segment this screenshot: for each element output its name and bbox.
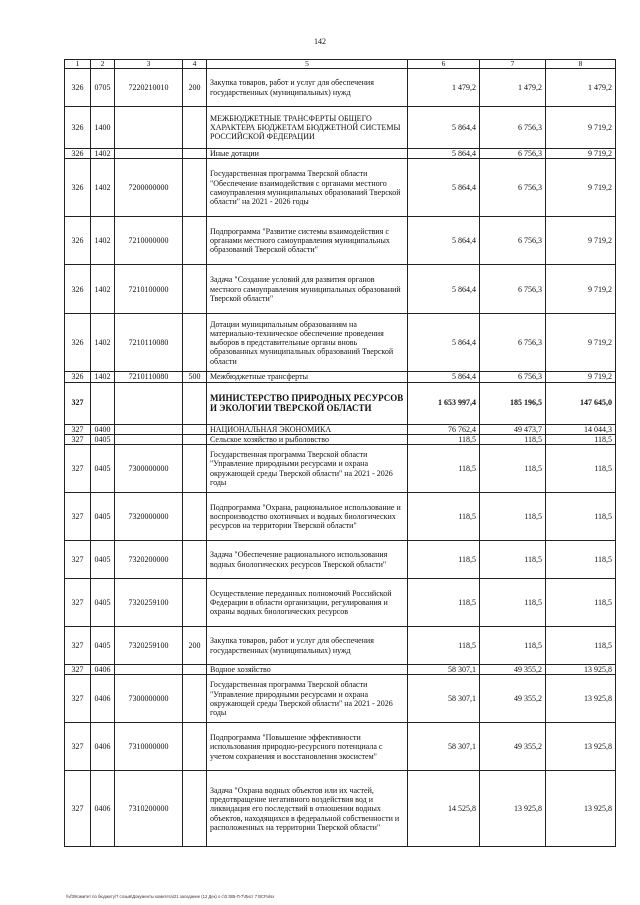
- cell-amount-col6: 5 864,4: [408, 314, 480, 372]
- cell-amount-col6: 118,5: [408, 434, 480, 444]
- cell-expense-type: [183, 493, 207, 541]
- cell-amount-col7: 118,5: [480, 579, 546, 627]
- cell-section-code: 0406: [91, 675, 115, 723]
- cell-section-code: 0405: [91, 445, 115, 493]
- cell-description: Задача "Обеспечение рационального использования водных биологических ресурсов Тверской области": [207, 541, 408, 579]
- cell-description: Межбюджетные трансферты: [207, 372, 408, 382]
- cell-amount-col8: 13 925,8: [546, 675, 616, 723]
- cell-amount-col7: 118,5: [480, 493, 546, 541]
- cell-amount-col6: 118,5: [408, 493, 480, 541]
- cell-ministry-code: 327: [65, 665, 91, 675]
- cell-amount-col7: 185 196,5: [480, 382, 546, 424]
- cell-target-article: 7210000000: [115, 217, 183, 265]
- cell-amount-col8: 1 479,2: [546, 69, 616, 107]
- cell-ministry-code: 326: [65, 217, 91, 265]
- column-header: 4: [183, 60, 207, 69]
- cell-ministry-code: 326: [65, 149, 91, 159]
- cell-section-code: 1402: [91, 159, 115, 217]
- cell-description: Осуществление переданных полномочий Российской Федерации в области организации, регулирования и охраны водных биологических ресурсов: [207, 579, 408, 627]
- cell-expense-type: [183, 382, 207, 424]
- cell-amount-col8: 9 719,2: [546, 265, 616, 314]
- cell-amount-col6: 58 307,1: [408, 723, 480, 771]
- cell-ministry-code: 327: [65, 445, 91, 493]
- cell-amount-col6: 5 864,4: [408, 217, 480, 265]
- cell-amount-col6: 58 307,1: [408, 675, 480, 723]
- cell-amount-col8: 13 925,8: [546, 665, 616, 675]
- cell-amount-col8: 13 925,8: [546, 771, 616, 847]
- cell-expense-type: [183, 159, 207, 217]
- cell-amount-col7: 6 756,3: [480, 107, 546, 149]
- cell-description: Государственная программа Тверской области "Управление природными ресурсами и охрана окружающей среды Тверской области" на 2021 - 2026 годы: [207, 445, 408, 493]
- table-row: [65, 445, 616, 493]
- cell-amount-col8: 9 719,2: [546, 149, 616, 159]
- cell-amount-col8: 9 719,2: [546, 159, 616, 217]
- cell-section-code: 0405: [91, 541, 115, 579]
- cell-ministry-code: 326: [65, 107, 91, 149]
- cell-ministry-code: 327: [65, 382, 91, 424]
- cell-amount-col7: 6 756,3: [480, 372, 546, 382]
- budget-table: [64, 59, 616, 847]
- cell-description: Подпрограмма "Повышение эффективности использования природно-ресурсного потенциала с учетом сохранения и восстановления экосистем": [207, 723, 408, 771]
- cell-section-code: 0406: [91, 771, 115, 847]
- column-header: 8: [546, 60, 616, 69]
- table-row: [65, 159, 616, 217]
- cell-description: Государственная программа Тверской области "Обеспечение взаимодействия с органами местного самоуправления муниципальных образований Тверской области" на 2021 - 2026 годы: [207, 159, 408, 217]
- cell-expense-type: [183, 445, 207, 493]
- page-number: 142: [314, 37, 326, 46]
- table-row: [65, 434, 616, 444]
- cell-amount-col8: 9 719,2: [546, 217, 616, 265]
- cell-section-code: 0400: [91, 424, 115, 434]
- cell-amount-col6: 1 479,2: [408, 69, 480, 107]
- cell-expense-type: [183, 675, 207, 723]
- cell-ministry-code: 327: [65, 434, 91, 444]
- table-row: [65, 314, 616, 372]
- cell-target-article: 7210100000: [115, 265, 183, 314]
- column-header: 3: [115, 60, 183, 69]
- table-row: [65, 372, 616, 382]
- cell-amount-col7: 118,5: [480, 434, 546, 444]
- cell-expense-type: [183, 723, 207, 771]
- cell-amount-col7: 6 756,3: [480, 314, 546, 372]
- cell-expense-type: [183, 665, 207, 675]
- cell-amount-col6: 5 864,4: [408, 372, 480, 382]
- cell-expense-type: [183, 149, 207, 159]
- cell-amount-col7: 49 473,7: [480, 424, 546, 434]
- cell-target-article: [115, 107, 183, 149]
- cell-ministry-code: 327: [65, 541, 91, 579]
- cell-amount-col8: 118,5: [546, 493, 616, 541]
- cell-description: Водное хозяйство: [207, 665, 408, 675]
- cell-amount-col8: 118,5: [546, 627, 616, 665]
- cell-expense-type: [183, 314, 207, 372]
- table-row: [65, 579, 616, 627]
- cell-expense-type: 200: [183, 69, 207, 107]
- cell-section-code: 0405: [91, 493, 115, 541]
- cell-target-article: 7320259100: [115, 627, 183, 665]
- cell-ministry-code: 327: [65, 579, 91, 627]
- cell-description: Закупка товаров, работ и услуг для обеспечения государственных (муниципальных) нужд: [207, 627, 408, 665]
- table-row: [65, 149, 616, 159]
- cell-section-code: 1402: [91, 217, 115, 265]
- cell-ministry-code: 327: [65, 493, 91, 541]
- cell-amount-col6: 5 864,4: [408, 149, 480, 159]
- cell-target-article: 7210110080: [115, 314, 183, 372]
- file-path-footer: \\vf3\Комитет по бюджету\7 созыв\Документы комитета\21 заседание (12 Дек) о с\3 385-П-7\Лист 7 ВСР.xlsx: [66, 894, 275, 899]
- cell-target-article: 7300000000: [115, 675, 183, 723]
- table-row: [65, 541, 616, 579]
- cell-expense-type: 500: [183, 372, 207, 382]
- table-row: [65, 265, 616, 314]
- cell-description: Иные дотации: [207, 149, 408, 159]
- cell-ministry-code: 327: [65, 675, 91, 723]
- cell-ministry-code: 327: [65, 771, 91, 847]
- cell-amount-col7: 49 355,2: [480, 665, 546, 675]
- cell-amount-col8: 9 719,2: [546, 372, 616, 382]
- cell-expense-type: [183, 579, 207, 627]
- cell-section-code: 0405: [91, 627, 115, 665]
- table-row: [65, 675, 616, 723]
- cell-target-article: [115, 149, 183, 159]
- cell-ministry-code: 327: [65, 723, 91, 771]
- cell-expense-type: [183, 265, 207, 314]
- column-header: 5: [207, 60, 408, 69]
- cell-target-article: [115, 424, 183, 434]
- cell-target-article: 7320259100: [115, 579, 183, 627]
- cell-expense-type: 200: [183, 627, 207, 665]
- cell-target-article: 7220210010: [115, 69, 183, 107]
- cell-amount-col6: 118,5: [408, 445, 480, 493]
- table-row: [65, 771, 616, 847]
- cell-amount-col7: 6 756,3: [480, 149, 546, 159]
- cell-target-article: 7310000000: [115, 723, 183, 771]
- cell-amount-col6: 118,5: [408, 627, 480, 665]
- cell-expense-type: [183, 771, 207, 847]
- table-header-row: [65, 60, 616, 69]
- cell-section-code: 1402: [91, 149, 115, 159]
- cell-description: Задача "Создание условий для развития органов местного самоуправления муниципальных образований Тверской области": [207, 265, 408, 314]
- cell-ministry-code: 327: [65, 424, 91, 434]
- cell-amount-col6: 5 864,4: [408, 159, 480, 217]
- cell-expense-type: [183, 434, 207, 444]
- table-row: [65, 627, 616, 665]
- cell-expense-type: [183, 107, 207, 149]
- cell-section-code: 1400: [91, 107, 115, 149]
- cell-amount-col7: 118,5: [480, 541, 546, 579]
- cell-description: НАЦИОНАЛЬНАЯ ЭКОНОМИКА: [207, 424, 408, 434]
- cell-expense-type: [183, 541, 207, 579]
- cell-amount-col7: 1 479,2: [480, 69, 546, 107]
- cell-amount-col6: 58 307,1: [408, 665, 480, 675]
- table-row: [65, 217, 616, 265]
- cell-section-code: [91, 382, 115, 424]
- cell-ministry-code: 327: [65, 627, 91, 665]
- cell-description: Сельское хозяйство и рыболовство: [207, 434, 408, 444]
- cell-description: МИНИСТЕРСТВО ПРИРОДНЫХ РЕСУРСОВ И ЭКОЛОГИИ ТВЕРСКОЙ ОБЛАСТИ: [207, 382, 408, 424]
- cell-target-article: [115, 434, 183, 444]
- cell-target-article: [115, 382, 183, 424]
- cell-amount-col8: 118,5: [546, 445, 616, 493]
- cell-section-code: 0705: [91, 69, 115, 107]
- cell-amount-col7: 6 756,3: [480, 265, 546, 314]
- cell-section-code: 1402: [91, 372, 115, 382]
- cell-amount-col6: 5 864,4: [408, 107, 480, 149]
- cell-description: Подпрограмма "Развитие системы взаимодействия с органами местного самоуправления муниципальных образований Тверской области": [207, 217, 408, 265]
- cell-section-code: 0405: [91, 434, 115, 444]
- cell-amount-col8: 9 719,2: [546, 314, 616, 372]
- cell-description: Подпрограмма "Охрана, рациональное использование и воспроизводство охотничьих и водных биологических ресурсов на территории Тверской области": [207, 493, 408, 541]
- cell-amount-col7: 118,5: [480, 445, 546, 493]
- cell-amount-col8: 118,5: [546, 579, 616, 627]
- cell-ministry-code: 326: [65, 314, 91, 372]
- cell-section-code: 0406: [91, 665, 115, 675]
- cell-amount-col7: 49 355,2: [480, 675, 546, 723]
- cell-amount-col7: 6 756,3: [480, 217, 546, 265]
- cell-target-article: 7320200000: [115, 541, 183, 579]
- cell-amount-col6: 76 762,4: [408, 424, 480, 434]
- cell-description: МЕЖБЮДЖЕТНЫЕ ТРАНСФЕРТЫ ОБЩЕГО ХАРАКТЕРА БЮДЖЕТАМ БЮДЖЕТНОЙ СИСТЕМЫ РОССИЙСКОЙ ФЕДЕРАЦИИ: [207, 107, 408, 149]
- column-header: 1: [65, 60, 91, 69]
- cell-section-code: 0405: [91, 579, 115, 627]
- table-row: [65, 382, 616, 424]
- cell-amount-col8: 118,5: [546, 434, 616, 444]
- cell-amount-col6: 5 864,4: [408, 265, 480, 314]
- cell-amount-col8: 118,5: [546, 541, 616, 579]
- cell-ministry-code: 326: [65, 69, 91, 107]
- cell-section-code: 0406: [91, 723, 115, 771]
- column-header: 7: [480, 60, 546, 69]
- cell-amount-col8: 147 645,0: [546, 382, 616, 424]
- column-header: 6: [408, 60, 480, 69]
- cell-amount-col7: 118,5: [480, 627, 546, 665]
- cell-target-article: 7300000000: [115, 445, 183, 493]
- cell-amount-col7: 6 756,3: [480, 159, 546, 217]
- cell-target-article: [115, 665, 183, 675]
- cell-amount-col6: 118,5: [408, 579, 480, 627]
- cell-section-code: 1402: [91, 265, 115, 314]
- cell-target-article: 7200000000: [115, 159, 183, 217]
- table-row: [65, 424, 616, 434]
- cell-amount-col8: 9 719,2: [546, 107, 616, 149]
- cell-description: Государственная программа Тверской области "Управление природными ресурсами и охрана окружающей среды Тверской области" на 2021 - 2026 годы: [207, 675, 408, 723]
- table-row: [65, 69, 616, 107]
- column-header: 2: [91, 60, 115, 69]
- cell-amount-col8: 13 925,8: [546, 723, 616, 771]
- table-row: [65, 723, 616, 771]
- cell-target-article: 7210110080: [115, 372, 183, 382]
- table-row: [65, 493, 616, 541]
- cell-description: Закупка товаров, работ и услуг для обеспечения государственных (муниципальных) нужд: [207, 69, 408, 107]
- cell-ministry-code: 326: [65, 372, 91, 382]
- cell-ministry-code: 326: [65, 159, 91, 217]
- cell-target-article: 7310200000: [115, 771, 183, 847]
- cell-description: Дотации муниципальным образованиям на материально-техническое обеспечение проведения выборов в представительные органы вновь образованных муниципальных образований Тверской области: [207, 314, 408, 372]
- cell-target-article: 7320000000: [115, 493, 183, 541]
- cell-amount-col6: 14 525,8: [408, 771, 480, 847]
- cell-amount-col6: 1 653 997,4: [408, 382, 480, 424]
- cell-expense-type: [183, 217, 207, 265]
- cell-ministry-code: 326: [65, 265, 91, 314]
- cell-amount-col7: 13 925,8: [480, 771, 546, 847]
- cell-amount-col7: 49 355,2: [480, 723, 546, 771]
- cell-description: Задача "Охрана водных объектов или их частей, предотвращение негативного воздействия вод и ликвидация его последствий в отношении водных объектов, находящихся в федеральной собственности и расположенных на территории Тверской области": [207, 771, 408, 847]
- table-row: [65, 665, 616, 675]
- cell-amount-col8: 14 044,3: [546, 424, 616, 434]
- table-row: [65, 107, 616, 149]
- cell-expense-type: [183, 424, 207, 434]
- cell-amount-col6: 118,5: [408, 541, 480, 579]
- cell-section-code: 1402: [91, 314, 115, 372]
